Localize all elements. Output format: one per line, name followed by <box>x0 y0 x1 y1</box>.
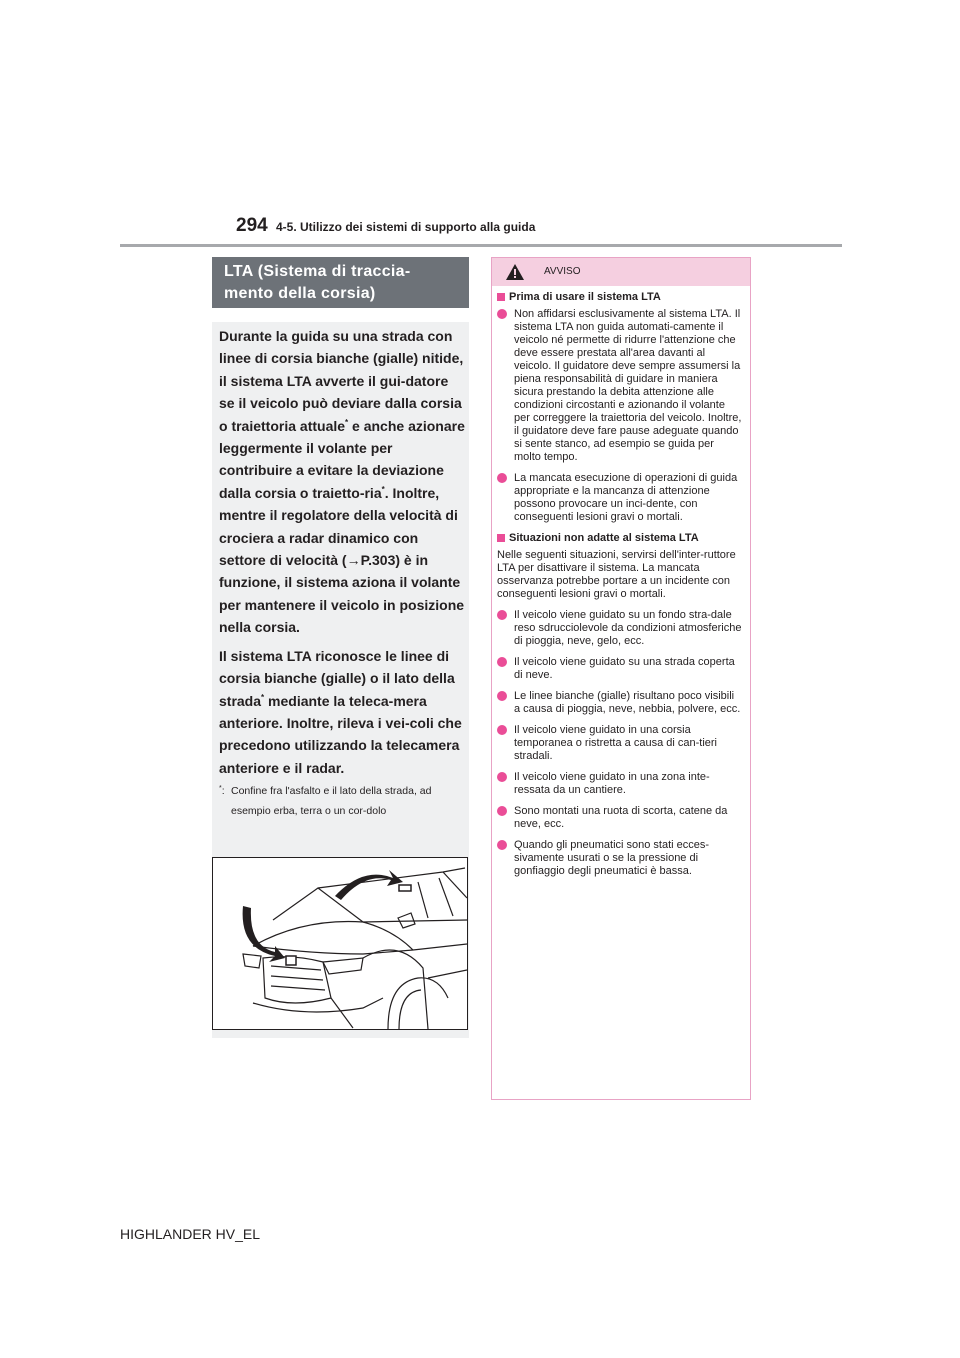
warning-intro-text: Nelle seguenti situazioni, servirsi dell'inter-ruttore LTA per disattivare il sistema. La mancata osservanza potrebbe portare a un incidente con conseguenti lesioni gravi o mortali. <box>497 549 736 600</box>
intro-paragraph-2 <box>219 645 465 779</box>
square-bullet-icon <box>497 293 505 301</box>
square-bullet-icon <box>497 534 505 542</box>
warning-bullet-text: Il veicolo viene guidato su una strada coperta di neve. <box>514 656 735 681</box>
warning-subheading-2 <box>497 532 742 545</box>
vehicle-front-camera-drawing <box>213 858 467 1029</box>
warning-bullet <box>497 472 742 524</box>
warning-bullet-text: Il veicolo viene guidato in una zona inte-ressata da un cantiere. <box>514 771 710 796</box>
footnote-colon: : <box>221 785 225 797</box>
arrow-icon: → <box>346 552 361 569</box>
round-bullet-icon <box>497 610 507 620</box>
warning-bullet-text: La mancata esecuzione di operazioni di guida appropriate e la mancanza di attenzione possono provocare un inci-dente, con conseguenti lesioni gravi o mortali. <box>514 472 738 523</box>
intro-paragraph-1 <box>219 325 465 639</box>
warning-bullet <box>497 690 742 716</box>
warning-box <box>491 257 751 1100</box>
warning-label: AVVISO <box>544 266 581 277</box>
warning-bullet-text: Le linee bianche (gialle) risultano poco visibili a causa di pioggia, neve, nebbia, polvere, ecc. <box>514 690 741 715</box>
warning-bullet <box>497 805 742 831</box>
warning-bullet <box>497 839 742 878</box>
footnote-text: Confine fra l'asfalto e il lato della strada, ad esempio erba, terra o un cor-dolo <box>231 785 432 817</box>
warning-bullet-text: Sono montati una ruota di scorta, catene da neve, ecc. <box>514 805 728 830</box>
radar-sensor-icon <box>286 956 296 965</box>
round-bullet-icon <box>497 309 507 319</box>
warning-body <box>492 286 750 878</box>
warning-bullet <box>497 308 742 464</box>
warning-bullet-text: Il veicolo viene guidato su un fondo stra-dale reso sdrucciolevole da condizioni atmosferiche di pioggia, neve, gelo, ecc. <box>514 609 742 647</box>
intro-p1-part1: Durante la guida su una strada con linee di corsia bianche (gialle) nitide, il sistema LTA avverte il gui-datore se il veicolo può deviare dalla corsia o traiettoria attuale <box>219 328 464 434</box>
intro-p1-part4: P.303) è in funzione, il sistema aziona il volante per mantenere il veicolo in posizione nella corsia. <box>219 552 465 636</box>
warning-bullet <box>497 771 742 797</box>
warning-subheading-2-text: Situazioni non adatte al sistema LTA <box>509 532 699 544</box>
footnote-asterisk: * <box>219 785 222 792</box>
warning-subheading-1 <box>497 291 742 304</box>
intro-p1-part3: . Inoltre, mentre il regolatore della velocità di crociera a radar dinamico con settore di velocità ( <box>219 484 458 569</box>
warning-header <box>492 258 750 286</box>
round-bullet-icon <box>497 473 507 483</box>
intro-text <box>219 325 465 785</box>
header-rule <box>120 244 842 247</box>
section-title-line-1: LTA (Sistema di traccia- <box>224 263 411 280</box>
footnote <box>219 782 463 821</box>
page-number: 294 <box>236 215 268 236</box>
asterisk-mark: * <box>345 417 349 427</box>
intro-p1-part2: e anche azionare leggermente il volante per contribuire a evitare la deviazione dalla corsia o traietto-ria <box>219 417 465 501</box>
warning-bullet <box>497 656 742 682</box>
warning-subheading-1-text: Prima di usare il sistema LTA <box>509 291 661 303</box>
round-bullet-icon <box>497 840 507 850</box>
warning-bullet <box>497 609 742 648</box>
section-header: 4-5. Utilizzo dei sistemi di supporto alla guida <box>276 220 536 234</box>
intro-p2-part1: Il sistema LTA riconosce le linee di corsia bianche (gialle) o il lato della strada <box>219 647 455 709</box>
asterisk-mark: * <box>381 484 385 494</box>
warning-bullet <box>497 724 742 763</box>
camera-icon <box>399 885 411 891</box>
round-bullet-icon <box>497 691 507 701</box>
footnote-mark <box>219 782 231 802</box>
warning-bullet-text: Il veicolo viene guidato in una corsia temporanea o ristretta a causa di can-tieri stradali. <box>514 724 717 762</box>
asterisk-mark: * <box>261 692 265 702</box>
footer-model-name: HIGHLANDER HV_EL <box>120 1226 261 1242</box>
round-bullet-icon <box>497 806 507 816</box>
section-title <box>212 257 469 308</box>
warning-bullet-text: Quando gli pneumatici sono stati ecces-sivamente usurati o se la pressione di gonfiaggio degli pneumatici è bassa. <box>514 839 710 877</box>
round-bullet-icon <box>497 772 507 782</box>
warning-bullet-text: Non affidarsi esclusivamente al sistema LTA. Il sistema LTA non guida automati-camente il veicolo né permette di ridurre l'attenzione che deve essere prestata all'area davanti al veicolo. Il guidatore deve sempre assumersi la piena responsabilità di guidare in maniera sicura prestando la debita attenzione alle condizioni circostanti e azionando il volante per correggere la traiettoria del veicolo. Inoltre, il guidatore deve fare pause adeguate quando si sente stanco, ad esempio se guida per molto tempo. <box>514 308 742 463</box>
warning-triangle-icon <box>506 264 524 280</box>
vehicle-illustration <box>212 857 468 1030</box>
round-bullet-icon <box>497 725 507 735</box>
round-bullet-icon <box>497 657 507 667</box>
section-title-line-2: mento della corsia) <box>224 285 376 302</box>
intro-p2-part2: mediante la teleca-mera anteriore. Inoltre, rileva i vei-coli che precedono utilizzando la telecamera anteriore e il radar. <box>219 692 462 776</box>
